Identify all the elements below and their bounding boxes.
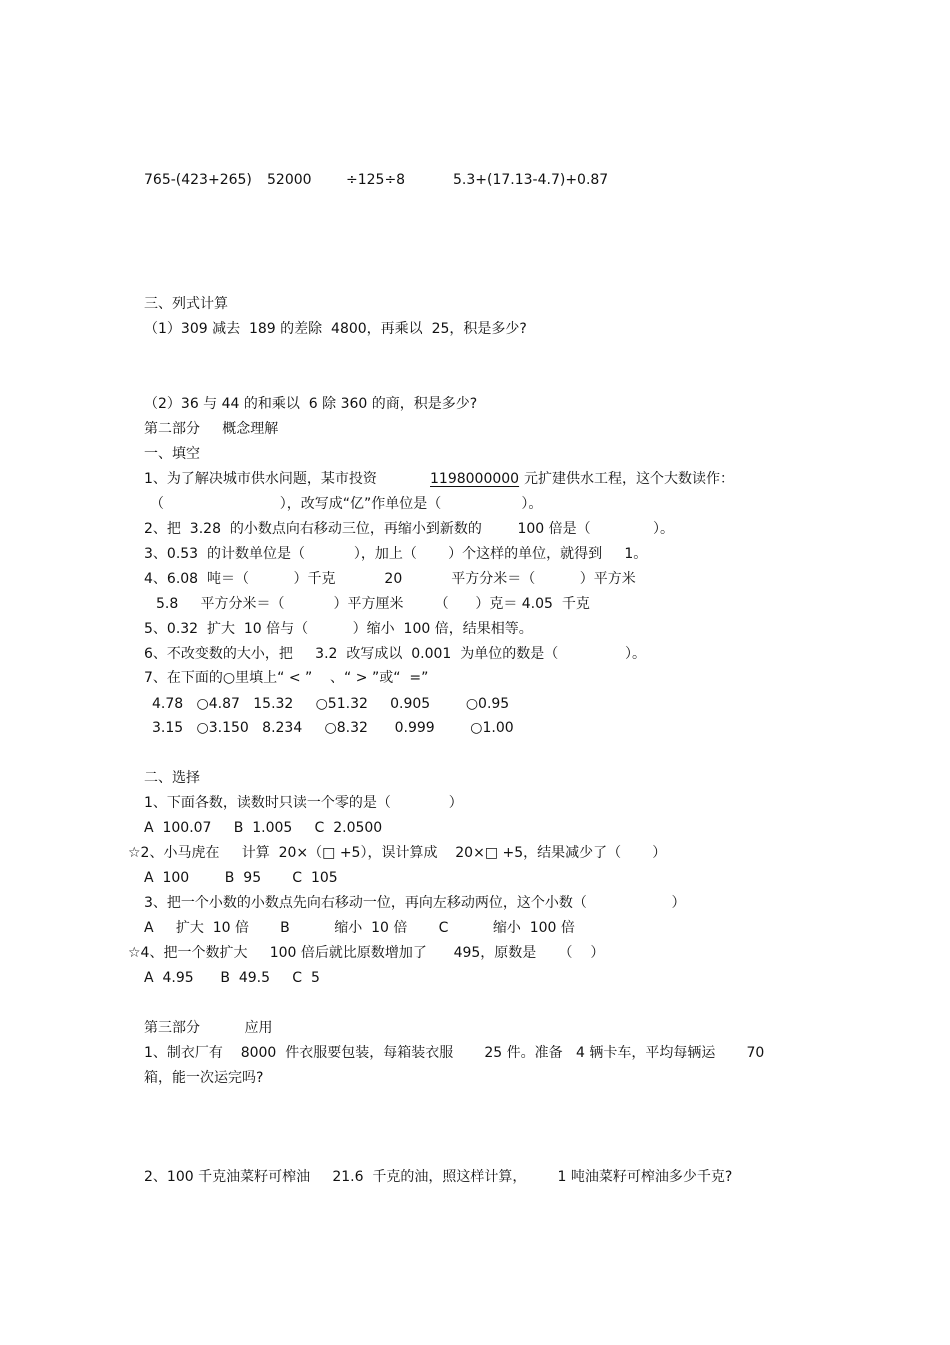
calc-expression-3: 5.3+(17.13-4.7)+0.87 bbox=[453, 172, 609, 188]
choice-question-4: ☆4、把一个数扩大 100 倍后就比原数增加了 495，原数是 （ ） bbox=[128, 945, 605, 961]
fill-item-4-line-1: 4、6.08 吨＝（ ）千克 20 平方分米＝（ ）平方米 bbox=[144, 571, 636, 587]
choice-question-2: ☆2、小马虎在 计算 20×（□ +5），误计算成 20×□ +5，结果减少了（ ） bbox=[128, 845, 667, 861]
compare-row-1: 4.78 ○4.87 15.32 ○51.32 0.905 ○0.95 bbox=[152, 696, 510, 712]
fill-item-4-line-2: 5.8 平方分米＝（ ）平方厘米 （ ）克＝ 4.05 千克 bbox=[156, 596, 590, 612]
choice-options-1: A 100.07 B 1.005 C 2.0500 bbox=[144, 820, 383, 836]
application-1-line-2: 箱，能一次运完吗? bbox=[144, 1070, 264, 1086]
calc-expression-2: 52000 bbox=[267, 172, 312, 188]
choice-options-4: A 4.95 B 49.5 C 5 bbox=[144, 970, 320, 986]
choice-question-3: 3、把一个小数的小数点先向右移动一位，再向左移动两位，这个小数（ ） bbox=[144, 895, 686, 911]
fill-item-7: 7、在下面的○里填上“ < ” 、“ > ”或“ =” bbox=[144, 670, 429, 686]
choice-options-3: A 扩大 10 倍 B 缩小 10 倍 C 缩小 100 倍 bbox=[144, 920, 575, 936]
compare-row-2: 3.15 ○3.150 8.234 ○8.32 0.999 ○1.00 bbox=[152, 720, 514, 736]
choice-question-1: 1、下面各数，读数时只读一个零的是（ ） bbox=[144, 795, 463, 811]
application-1-line-1: 1、制衣厂有 8000 件衣服要包装，每箱装衣服 25 件。准备 4 辆卡车，平均每辆运 70 bbox=[144, 1045, 765, 1061]
application-2: 2、100 千克油菜籽可榨油 21.6 千克的油，照这样计算， 1 吨油菜籽可榨油多少千克? bbox=[144, 1169, 733, 1185]
section3-heading: 三、列式计算 bbox=[144, 296, 228, 312]
fill-item-1-prefix: 1、为了解决城市供水问题，某市投资 bbox=[144, 471, 377, 487]
fill-item-1-number: 1198000000 bbox=[430, 471, 520, 487]
fill-item-2: 2、把 3.28 的小数点向右移动三位，再缩小到新数的 100 倍是（ ）。 bbox=[144, 521, 674, 537]
part2-heading: 第二部分 概念理解 bbox=[144, 421, 279, 437]
fill-item-1-suffix: 元扩建供水工程，这个大数读作： bbox=[524, 471, 734, 487]
section3-question-1: （1）309 减去 189 的差除 4800，再乘以 25，积是多少? bbox=[144, 321, 527, 337]
choice-heading: 二、选择 bbox=[144, 770, 200, 786]
fill-item-1-blanks: （ ），改写成“亿”作单位是（ ）。 bbox=[150, 496, 543, 512]
fill-item-6: 6、不改变数的大小，把 3.2 改写成以 0.001 为单位的数是（ ）。 bbox=[144, 646, 646, 662]
fill-blank-heading: 一、填空 bbox=[144, 446, 200, 462]
calc-expression-1: 765-(423+265) bbox=[144, 172, 252, 188]
fill-item-5: 5、0.32 扩大 10 倍与（ ）缩小 100 倍，结果相等。 bbox=[144, 621, 533, 637]
part3-heading: 第三部分 应用 bbox=[144, 1020, 273, 1036]
choice-options-2: A 100 B 95 C 105 bbox=[144, 870, 338, 886]
fill-item-3: 3、0.53 的计数单位是（ ），加上（ ）个这样的单位，就得到 1。 bbox=[144, 546, 648, 562]
calc-expression-2-divisors: ÷125÷8 bbox=[346, 172, 406, 188]
section3-question-2: （2）36 与 44 的和乘以 6 除 360 的商，积是多少? bbox=[144, 396, 478, 412]
